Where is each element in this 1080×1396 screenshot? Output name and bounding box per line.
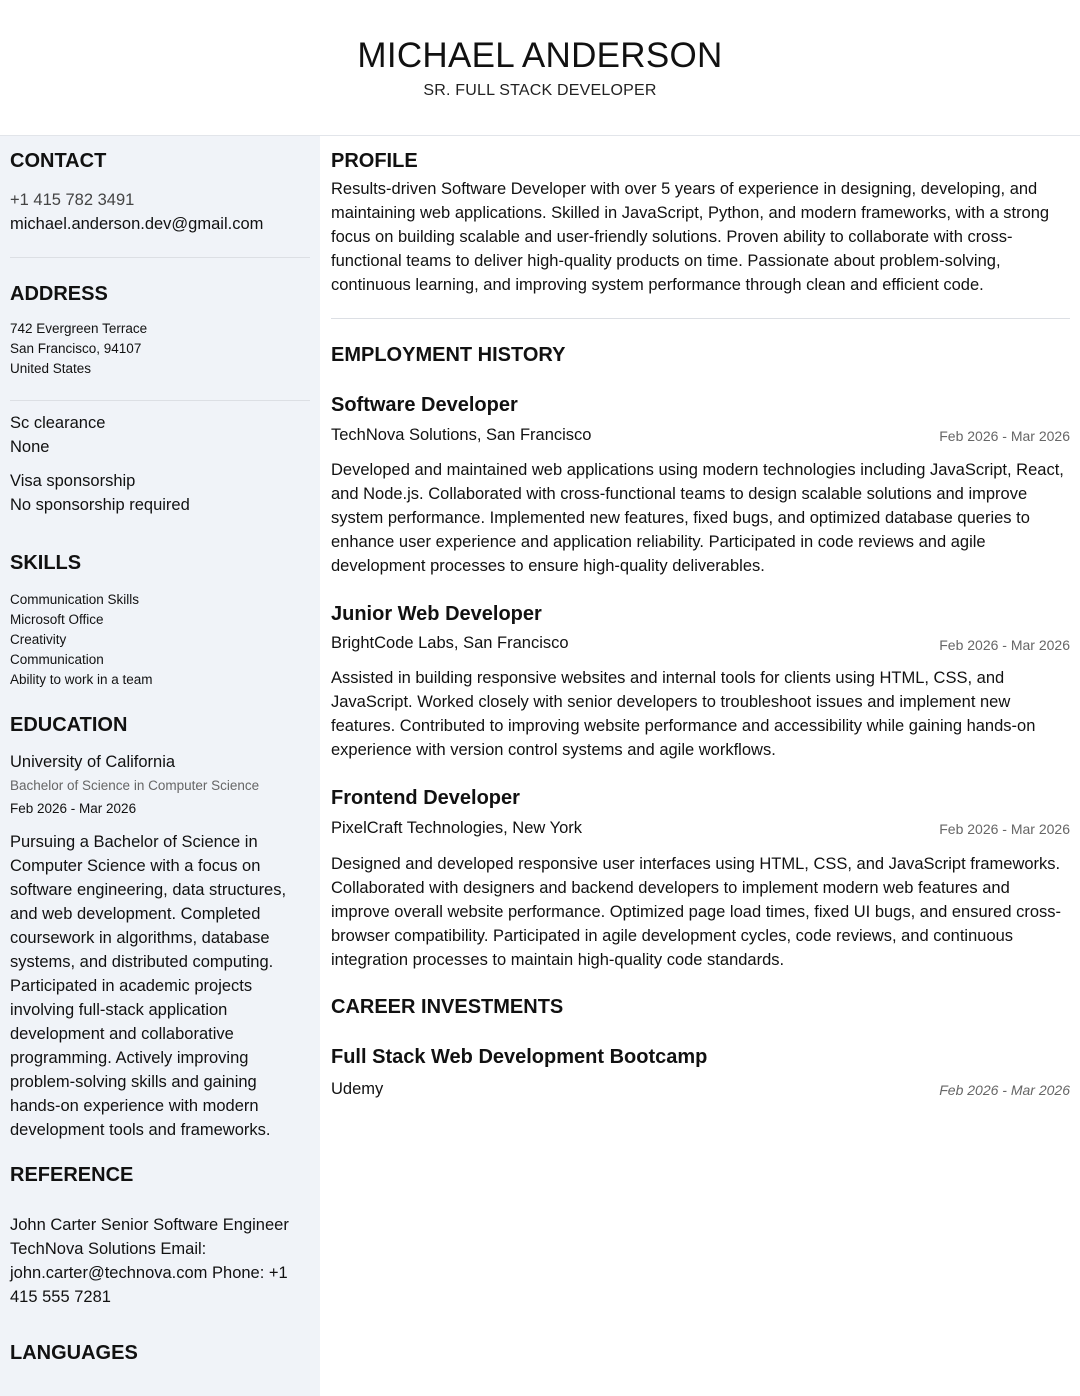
candidate-title: SR. FULL STACK DEVELOPER	[423, 82, 657, 99]
visa-value: No sponsorship required	[10, 496, 190, 514]
visa-label: Visa sponsorship	[10, 472, 136, 490]
reference-heading: REFERENCE	[10, 1164, 134, 1186]
contact-email: michael.anderson.dev@gmail.com	[10, 215, 264, 233]
education-heading: EDUCATION	[10, 714, 128, 736]
education-degree: Bachelor of Science in Computer Science	[10, 778, 260, 793]
divider	[331, 318, 1070, 319]
skill-item: Communication Skills	[10, 592, 140, 607]
resume-header	[0, 0, 1080, 136]
job-description: Assisted in building responsive websites and internal tools for clients using HTML, CSS, and JavaScript. Worked closely with senior developers to troubleshoot issues and implement new features. Contributed to improving website performance and accessibility while gaining hands-on experience with version control systems and agile workflows.	[331, 669, 1036, 759]
address-line: 742 Evergreen Terrace	[10, 321, 148, 336]
job-company: BrightCode Labs, San Francisco	[331, 634, 569, 652]
job-company: TechNova Solutions, San Francisco	[331, 426, 592, 444]
skills-list	[10, 590, 310, 690]
job-title: Software Developer	[331, 394, 518, 416]
clearance-value: None	[10, 438, 50, 456]
languages-heading: LANGUAGES	[10, 1342, 138, 1364]
contact-phone: +1 415 782 3491	[10, 191, 135, 209]
divider	[10, 400, 310, 401]
skill-item: Ability to work in a team	[10, 672, 153, 687]
job-title: Frontend Developer	[331, 787, 520, 809]
course-dates: Feb 2026 - Mar 2026	[939, 1082, 1070, 1098]
course-provider: Udemy	[331, 1080, 384, 1098]
career-heading: CAREER INVESTMENTS	[331, 996, 564, 1018]
profile-text: Results-driven Software Developer with over 5 years of experience in designing, developing, and maintaining web applications. Skilled in JavaScript, Python, and modern frameworks, with a strong focus on building scalable and user-friendly solutions. Proven ability to collaborate with cross-functional teams to deliver high-quality products on time. Passionate about problem-solving, continuous learning, and improving system performance through clean and efficient code.	[331, 180, 1050, 294]
skill-item: Creativity	[10, 632, 67, 647]
candidate-name: MICHAEL ANDERSON	[357, 36, 723, 75]
main-content	[331, 136, 1070, 1396]
sidebar	[0, 136, 320, 1396]
job-company: PixelCraft Technologies, New York	[331, 819, 582, 837]
job-dates: Feb 2026 - Mar 2026	[939, 428, 1070, 444]
education-description: Pursuing a Bachelor of Science in Computer Science with a focus on software engineering, data structures, and web development. Completed coursework in algorithms, database systems, and distributed computing. Participated in academic projects involving full-stack application development and collaborative programming. Actively improving problem-solving skills and gaining hands-on experience with modern development tools and frameworks.	[10, 833, 287, 1139]
course-title: Full Stack Web Development Bootcamp	[331, 1046, 708, 1068]
job-dates: Feb 2026 - Mar 2026	[939, 821, 1070, 837]
skills-heading: SKILLS	[10, 552, 82, 574]
address-line: United States	[10, 361, 92, 376]
reference-text: John Carter Senior Software Engineer TechNova Solutions Email: john.carter@technova.com Phone: +1 415 555 7281	[10, 1216, 289, 1306]
education-dates: Feb 2026 - Mar 2026	[10, 801, 137, 816]
contact-heading: CONTACT	[10, 150, 107, 172]
job-description: Designed and developed responsive user interfaces using HTML, CSS, and JavaScript frameworks. Collaborated with designers and backend developers to implement modern web features and improve overall website performance. Optimized page load times, fixed UI bugs, and ensured cross-browser compatibility. Participated in agile development cycles, code reviews, and continuous integration processes to maintain high-quality code standards.	[331, 855, 1062, 969]
skill-item: Microsoft Office	[10, 612, 104, 627]
address-line: San Francisco, 94107	[10, 341, 142, 356]
profile-heading: PROFILE	[331, 150, 418, 172]
job-dates: Feb 2026 - Mar 2026	[939, 637, 1070, 653]
divider	[10, 257, 310, 258]
job-title: Junior Web Developer	[331, 603, 542, 625]
education-school: University of California	[10, 753, 176, 771]
address-heading: ADDRESS	[10, 283, 108, 305]
job-description: Developed and maintained web applications using modern technologies including JavaScript, React, and Node.js. Collaborated with cross-functional teams to design scalable solutions and improve system performance. Implemented new features, fixed bugs, and optimized database queries to enhance user experience and application reliability. Participated in code reviews and agile development processes to ensure high-quality deliverables.	[331, 461, 1064, 575]
clearance-label: Sc clearance	[10, 414, 106, 432]
skill-item: Communication	[10, 652, 104, 667]
employment-heading: EMPLOYMENT HISTORY	[331, 344, 566, 366]
